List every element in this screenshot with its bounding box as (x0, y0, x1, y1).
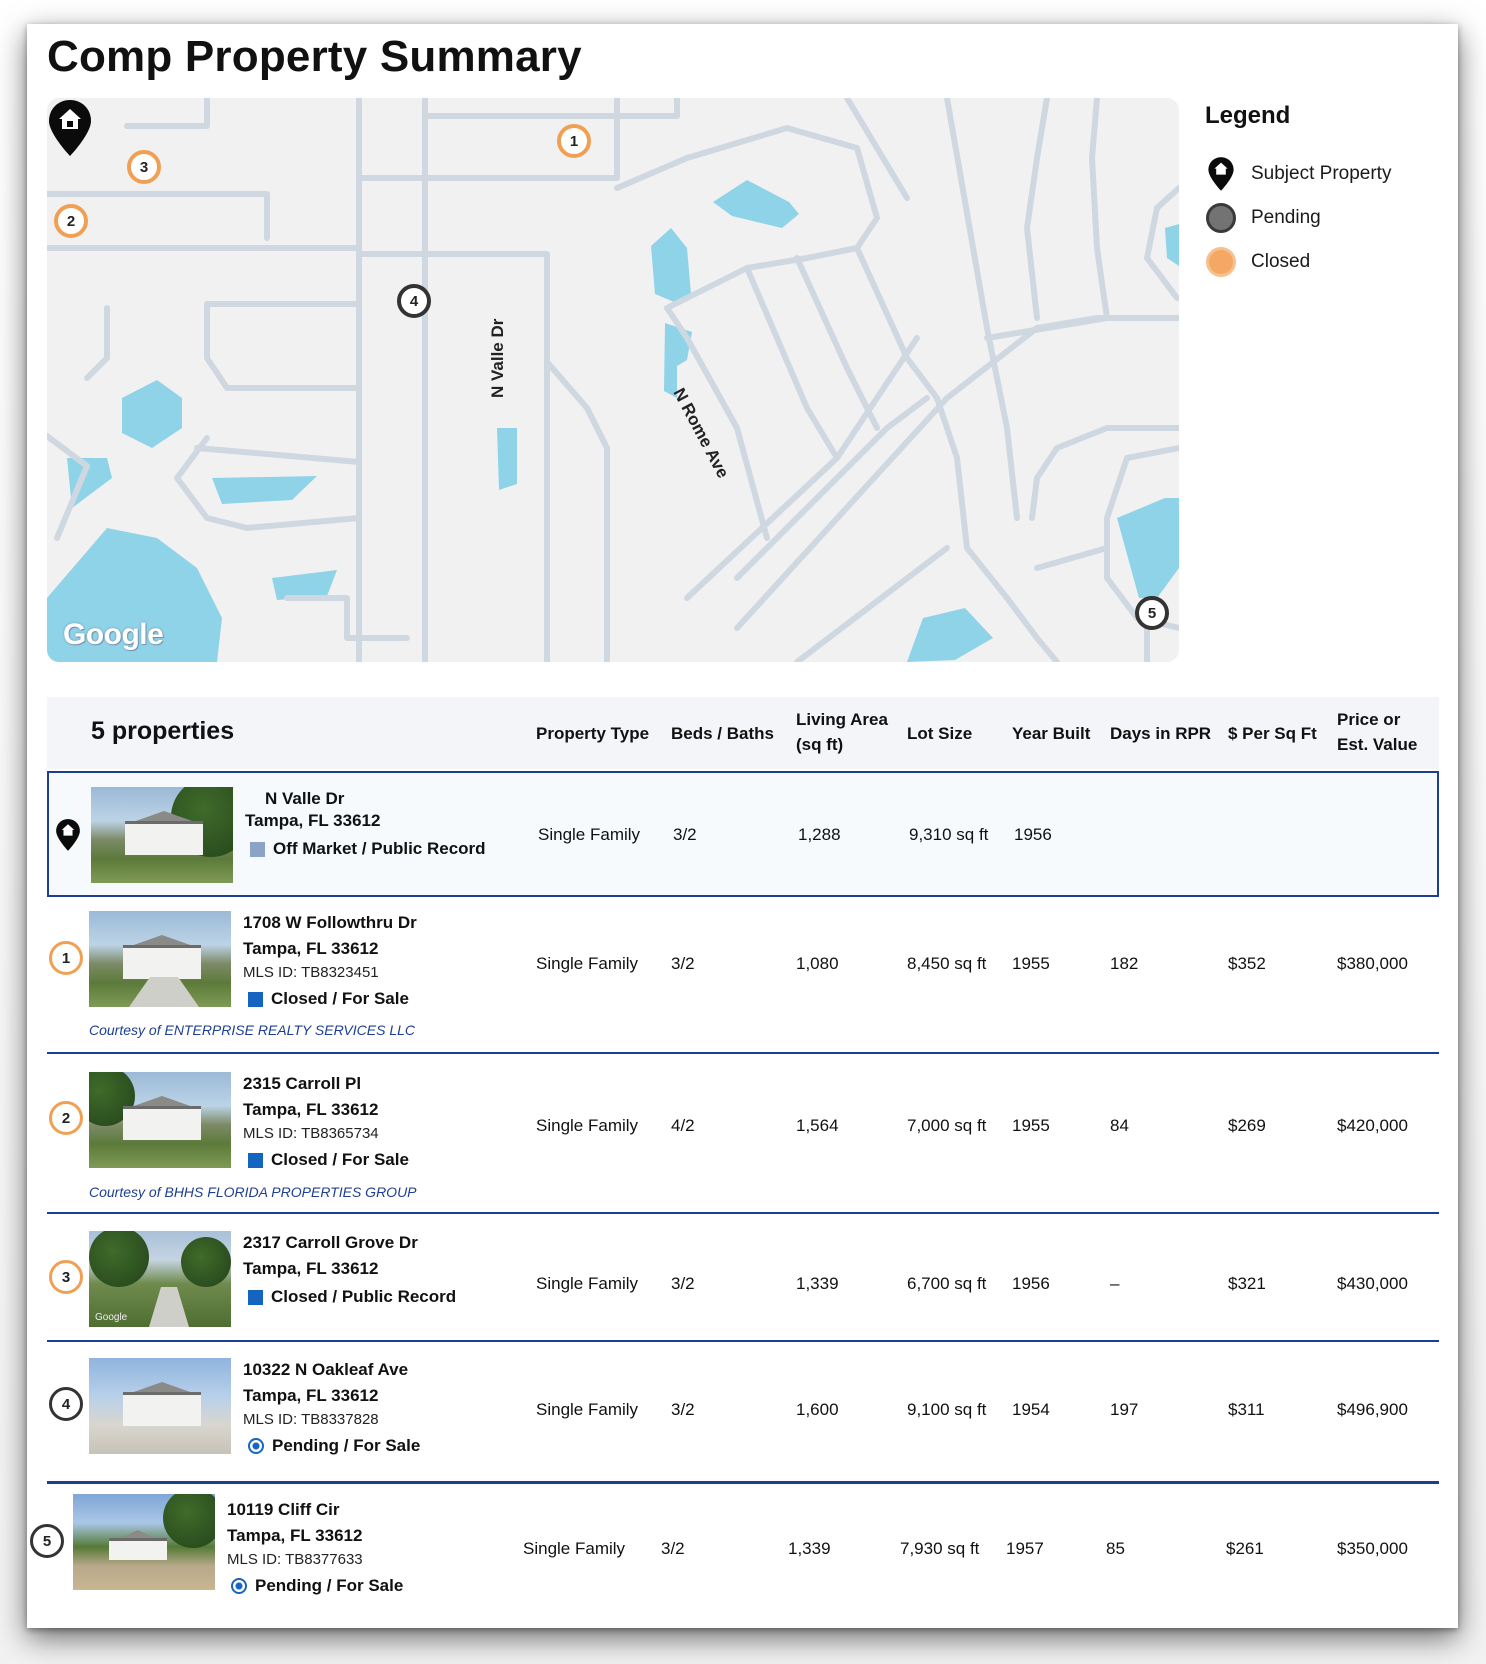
cell-lot-size: 7,930 sq ft (900, 1539, 980, 1558)
property-city: Tampa, FL 33612 (245, 811, 381, 830)
comp-marker-1: 1 (49, 941, 83, 975)
cell-living-area: 1,080 (796, 954, 839, 973)
listing-courtesy: Courtesy of BHHS FLORIDA PROPERTIES GROUP (89, 1184, 417, 1200)
legend-label: Closed (1251, 251, 1311, 272)
closed-status-icon (248, 992, 263, 1007)
property-city: Tampa, FL 33612 (243, 1259, 379, 1278)
property-status (248, 1287, 456, 1307)
cell-days-in-rpr: 84 (1110, 1116, 1129, 1135)
property-photo[interactable] (89, 1072, 231, 1168)
cell-beds-baths: 3/2 (671, 1400, 695, 1419)
cell-property-type: Single Family (536, 1116, 639, 1135)
legend-label: Subject Property (1251, 163, 1392, 184)
subject-pin-icon[interactable] (47, 98, 93, 158)
cell-year-built: 1956 (1012, 1274, 1050, 1293)
subject-pin-icon (1205, 158, 1237, 190)
page-title: Comp Property Summary (47, 32, 582, 81)
map-marker-5[interactable]: 5 (1135, 596, 1169, 630)
cell-per-sq-ft: $311 (1228, 1400, 1265, 1419)
cell-beds-baths: 3/2 (661, 1539, 685, 1558)
table-header (47, 697, 1439, 769)
cell-price: $350,000 (1337, 1539, 1408, 1558)
cell-property-type: Single Family (536, 1274, 639, 1293)
table-row[interactable] (47, 1344, 1439, 1484)
water-bodies (47, 180, 1179, 662)
property-status (250, 839, 486, 859)
property-photo[interactable] (89, 1358, 231, 1454)
cell-per-sq-ft: $269 (1228, 1116, 1266, 1135)
property-address[interactable]: 1708 W Followthru Dr (243, 913, 417, 932)
comp-marker-5: 5 (30, 1524, 64, 1558)
property-status (231, 1576, 403, 1596)
cell-living-area: 1,288 (798, 825, 841, 844)
property-status-label: Closed / For Sale (271, 989, 409, 1008)
property-photo[interactable] (73, 1494, 215, 1590)
cell-year-built: 1957 (1006, 1539, 1044, 1558)
table-row[interactable] (27, 1486, 1439, 1626)
street-label-valle: N Valle Dr (488, 318, 507, 398)
property-city: Tampa, FL 33612 (243, 939, 379, 958)
cell-price: $496,900 (1337, 1400, 1408, 1419)
map-marker-2[interactable]: 2 (54, 204, 88, 238)
cell-property-type: Single Family (538, 825, 641, 844)
property-address[interactable]: 2315 Carroll Pl (243, 1074, 362, 1093)
cell-lot-size: 8,450 sq ft (907, 954, 987, 973)
header-living-area-line2: (sq ft) (796, 735, 844, 754)
off-market-status-icon (250, 842, 265, 857)
property-mls-id: MLS ID: TB8365734 (243, 1125, 379, 1142)
cell-per-sq-ft: $261 (1226, 1539, 1264, 1558)
cell-price: $380,000 (1337, 954, 1408, 973)
cell-beds-baths: 3/2 (671, 954, 695, 973)
property-city: Tampa, FL 33612 (243, 1100, 379, 1119)
property-city: Tampa, FL 33612 (243, 1386, 379, 1405)
listing-courtesy: Courtesy of ENTERPRISE REALTY SERVICES LLC (89, 1022, 416, 1038)
legend (1205, 102, 1445, 284)
table-row[interactable] (47, 900, 1439, 1054)
street-label-rome: N Rome Ave (669, 384, 733, 482)
table-row-subject[interactable] (47, 771, 1439, 897)
pending-dot-icon (1205, 202, 1237, 234)
property-city: Tampa, FL 33612 (227, 1526, 363, 1545)
cell-lot-size: 9,310 sq ft (909, 825, 989, 844)
properties-count: 5 properties (91, 717, 235, 745)
property-status (248, 1150, 409, 1170)
property-status-label: Pending / For Sale (255, 1576, 404, 1595)
header-property-type: Property Type (536, 724, 650, 743)
cell-year-built: 1954 (1012, 1400, 1050, 1419)
property-photo[interactable] (91, 787, 233, 883)
property-address[interactable]: 10322 N Oakleaf Ave (243, 1360, 409, 1379)
photo-credit: Google (95, 1312, 128, 1323)
table-row[interactable] (47, 1216, 1439, 1342)
comp-marker-4: 4 (49, 1387, 83, 1421)
cell-living-area: 1,339 (796, 1274, 839, 1293)
header-days-in-rpr: Days in RPR (1110, 724, 1212, 743)
closed-dot-icon (1205, 246, 1237, 278)
cell-lot-size: 7,000 sq ft (907, 1116, 987, 1135)
header-living-area (796, 707, 888, 757)
property-photo[interactable] (89, 911, 231, 1007)
cell-days-in-rpr: 182 (1110, 954, 1139, 973)
header-lot-size: Lot Size (907, 724, 973, 743)
cell-living-area: 1,339 (788, 1539, 831, 1558)
property-status-label: Closed / For Sale (271, 1150, 409, 1169)
pending-status-icon (231, 1578, 247, 1594)
map-marker-3[interactable]: 3 (127, 150, 161, 184)
cell-beds-baths: 4/2 (671, 1116, 695, 1135)
pending-status-icon (248, 1438, 264, 1454)
table-row[interactable] (47, 1056, 1439, 1214)
header-price (1337, 707, 1417, 757)
report-sheet (27, 24, 1458, 1628)
comp-marker-3: 3 (49, 1260, 83, 1294)
property-status-label: Off Market / Public Record (273, 839, 486, 858)
cell-lot-size: 9,100 sq ft (907, 1400, 987, 1419)
legend-item-closed (1205, 240, 1445, 284)
map-attribution-logo: Google (63, 618, 164, 651)
header-beds-baths: Beds / Baths (671, 724, 774, 743)
cell-property-type: Single Family (536, 954, 639, 973)
legend-item-pending (1205, 196, 1445, 240)
cell-year-built: 1956 (1014, 825, 1052, 844)
cell-beds-baths: 3/2 (671, 1274, 695, 1293)
closed-status-icon (248, 1290, 263, 1305)
cell-property-type: Single Family (536, 1400, 639, 1419)
header-living-area-line1: Living Area (796, 710, 888, 729)
header-per-sq-ft: $ Per Sq Ft (1228, 724, 1317, 743)
cell-price: $430,000 (1337, 1274, 1408, 1293)
legend-item-subject (1205, 152, 1445, 196)
closed-status-icon (248, 1153, 263, 1168)
cell-price: $420,000 (1337, 1116, 1408, 1135)
cell-year-built: 1955 (1012, 954, 1050, 973)
map-canvas (47, 98, 1179, 662)
property-status (248, 989, 409, 1009)
legend-label: Pending (1251, 207, 1321, 228)
cell-beds-baths: 3/2 (673, 825, 697, 844)
legend-title: Legend (1205, 102, 1291, 129)
property-address[interactable]: 10119 Cliff Cir (227, 1500, 340, 1519)
property-photo[interactable] (89, 1231, 231, 1327)
property-status (248, 1436, 420, 1456)
cell-property-type: Single Family (523, 1539, 626, 1558)
header-year-built: Year Built (1012, 724, 1091, 743)
property-mls-id: MLS ID: TB8337828 (243, 1411, 379, 1428)
map-marker-1[interactable]: 1 (557, 124, 591, 158)
cell-year-built: 1955 (1012, 1116, 1050, 1135)
property-address[interactable]: 2317 Carroll Grove Dr (243, 1233, 418, 1252)
cell-days-in-rpr: 85 (1106, 1539, 1125, 1558)
property-status-label: Pending / For Sale (272, 1436, 421, 1455)
cell-living-area: 1,564 (796, 1116, 839, 1135)
property-status-label: Closed / Public Record (271, 1287, 457, 1306)
property-address[interactable]: N Valle Dr (265, 789, 345, 808)
header-price-line1: Price or (1337, 710, 1401, 729)
cell-days-in-rpr: 197 (1110, 1400, 1139, 1419)
property-mls-id: MLS ID: TB8377633 (227, 1551, 363, 1568)
map-marker-4[interactable]: 4 (397, 284, 431, 318)
cell-per-sq-ft: $352 (1228, 954, 1266, 973)
header-price-line2: Est. Value (1337, 735, 1418, 754)
cell-lot-size: 6,700 sq ft (907, 1274, 987, 1293)
comp-marker-2: 2 (49, 1101, 83, 1135)
roads (47, 98, 1179, 662)
property-mls-id: MLS ID: TB8323451 (243, 964, 379, 981)
cell-per-sq-ft: $321 (1228, 1274, 1266, 1293)
subject-pin-icon (55, 818, 81, 852)
map-panel[interactable] (47, 98, 1179, 662)
cell-living-area: 1,600 (796, 1400, 839, 1419)
cell-days-in-rpr: – (1110, 1274, 1120, 1293)
